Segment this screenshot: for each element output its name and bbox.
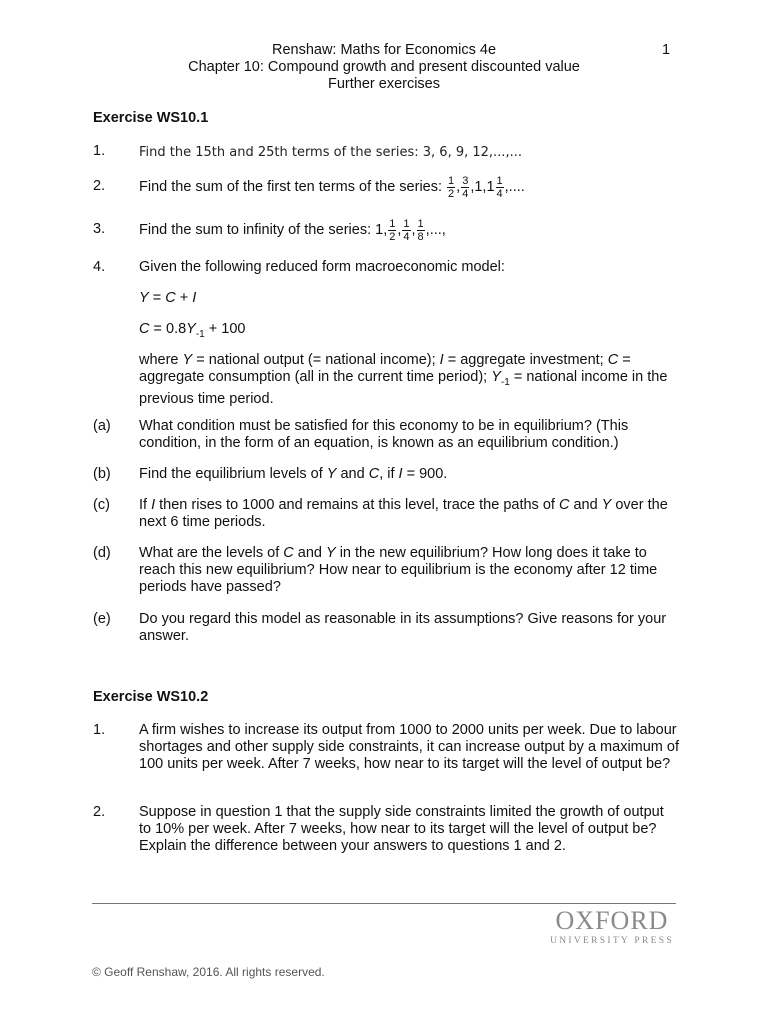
logo-wordmark: OXFORD (555, 906, 669, 935)
part-b-label: (b) (93, 466, 111, 482)
q3-fraction-2: $\frac{1}{4}$ (403, 217, 410, 243)
page-header (0, 42, 768, 93)
part-a-label: (a) (93, 418, 111, 434)
q2-text: Find the sum of the first ten terms of the series: $\frac{1}{2}$ , $\frac{3}{4}$ ,1,1 $\frac{1}{4}$ ,.... (139, 174, 525, 200)
q2-fraction-1: $\frac{1}{2}$ (448, 174, 455, 200)
oxford-logo (548, 907, 676, 947)
q2-number: 2. (93, 178, 106, 194)
q4-definitions: where Y = national output (= national income); I = aggregate investment; C = aggregate consumption (all in the current time period); $Y_{-1}$ = national income in the previous time period. (139, 352, 668, 407)
q2-fraction-3: $\frac{1}{4}$ (496, 174, 503, 200)
part-a-text: What condition must be satisfied for this economy to be in equilibrium? (This condition, in the form of an equation, is known as an equilibrium condition.) (139, 418, 629, 451)
q3-text: Find the sum to infinity of the series: 1, $\frac{1}{2}$ , $\frac{1}{4}$ , $\frac{1}{8}$ ,..., (139, 217, 446, 243)
q3-number: 3. (93, 221, 106, 237)
page-number: 1 (662, 42, 671, 58)
footer-divider (92, 903, 676, 904)
section-subtitle: Further exercises (327, 76, 440, 92)
part-d-text: What are the levels of C and Y in the new equilibrium? How long does it take to reach this new equilibrium? How near to equilibrium is the economy after 12 time periods have passed? (139, 545, 658, 595)
part-c-text: If I then rises to 1000 and remains at this level, trace the paths of C and Y over the next 6 time periods. (139, 497, 668, 530)
q4-number: 4. (93, 259, 106, 275)
ws102-q1-number: 1. (93, 722, 106, 738)
copyright-text: Geoff Renshaw, 2016. All rights reserved. (100, 965, 325, 979)
ws102-q2-number: 2. (93, 804, 106, 820)
ws102-q2-text: Suppose in question 1 that the supply side constraints limited the growth of output to 10% per week. After 7 weeks, how near to its target will the level of output be? Explain the difference between your answers to questions 1 and 2. (139, 804, 664, 854)
part-b-text: Find the equilibrium levels of Y and C, if I = 900. (139, 466, 448, 482)
exercise-ws10-1-title: Exercise WS10.1 (93, 110, 209, 126)
chapter-title: Chapter 10: Compound growth and present discounted value (188, 59, 580, 75)
copyright-icon: © (92, 965, 101, 979)
part-e-label: (e) (93, 611, 111, 627)
q2-fraction-2: $\frac{3}{4}$ (462, 174, 469, 200)
equation-y: Y = C + I (139, 290, 197, 306)
copyright-footer (92, 965, 325, 979)
part-d-label: (d) (93, 545, 111, 561)
q3-fraction-3: $\frac{1}{8}$ (417, 217, 424, 243)
equation-c: $C = 0.8Y_{-1} + 100$ (139, 321, 246, 340)
q4-intro: Given the following reduced form macroeconomic model: (139, 259, 505, 275)
part-e-text: Do you regard this model as reasonable in its assumptions? Give reasons for your answer. (139, 611, 667, 644)
exercise-ws10-2-title: Exercise WS10.2 (93, 689, 209, 705)
q1-number: 1. (93, 143, 106, 159)
q1-text: Find the 15th and 25th terms of the series: 3, 6, 9, 12,...,... (139, 145, 522, 160)
q3-prompt: Find the sum to infinity of the series: (139, 222, 372, 238)
book-title: Renshaw: Maths for Economics 4e (271, 42, 497, 58)
logo-subtitle: UNIVERSITY PRESS (550, 936, 674, 946)
q2-prompt: Find the sum of the first ten terms of the series: (139, 179, 443, 195)
q3-fraction-1: $\frac{1}{2}$ (389, 217, 396, 243)
part-c-label: (c) (93, 497, 110, 513)
ws102-q1-text: A firm wishes to increase its output from 1000 to 2000 units per week. Due to labour shortages and other supply side constraints, it can increase output by a maximum of 100 units per week. After 7 weeks, how near to its target will the level of output be? (139, 722, 680, 772)
